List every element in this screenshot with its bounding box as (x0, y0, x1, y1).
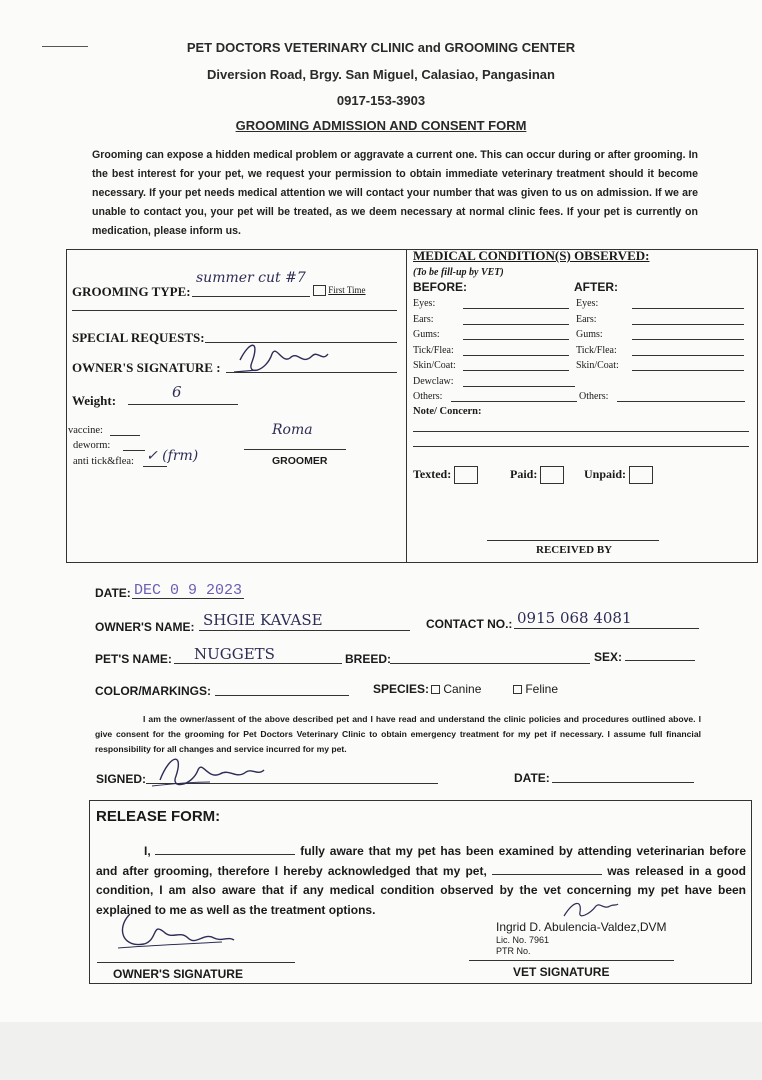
release-pet-blank[interactable] (492, 874, 602, 875)
vet-signature-scribble (560, 896, 620, 922)
texted-option[interactable] (413, 466, 478, 484)
owner-signature-scribble (232, 332, 332, 382)
paid-checkbox[interactable] (540, 466, 564, 484)
date-label: DATE: (95, 586, 131, 600)
paid-option[interactable] (510, 466, 564, 484)
after-row-line[interactable] (632, 324, 744, 325)
signed-label: SIGNED: (96, 772, 147, 786)
unpaid-option[interactable] (584, 466, 653, 484)
intro-paragraph: Grooming can expose a hidden medical problem or aggravate a current one. This can occur during or after grooming. In the best interest for your pet, we request your permission to obtain immediate veterinary treatment should it become necessary. If your pet needs medical attention we will contact your number that was given to us on admission. If we are unable to contact you, your pet will be treated, as we deem necessary at normal clinic fees. If your pet is currently on medication, please inform us. (92, 149, 698, 237)
before-label: BEFORE: (413, 280, 467, 294)
deworm-label: deworm: (73, 440, 111, 451)
texted-checkbox[interactable] (454, 466, 478, 484)
sex-label: SEX: (594, 650, 623, 664)
dewclaw-line[interactable] (463, 386, 575, 387)
vaccine-label: vaccine: (68, 425, 103, 436)
before-row-label: Tick/Flea: (413, 344, 454, 356)
weight-label: Weight: (72, 393, 117, 408)
species-label: SPECIES: (373, 682, 430, 696)
consent-date-label: DATE: (514, 771, 550, 785)
after-row-line[interactable] (632, 370, 744, 371)
after-row-label: Gums: (576, 329, 603, 340)
unpaid-checkbox[interactable] (629, 466, 653, 484)
owner-signature-label: OWNER'S SIGNATURE : (72, 360, 221, 375)
unpaid-label: Unpaid: (584, 466, 627, 481)
received-by-label: RECEIVED BY (536, 544, 613, 556)
note-line-1[interactable] (413, 431, 749, 432)
medical-title: MEDICAL CONDITION(S) OBSERVED: (413, 248, 650, 263)
pet-name-value[interactable]: NUGGETS (194, 645, 275, 663)
color-label: COLOR/MARKINGS: (95, 684, 211, 698)
grooming-type-value[interactable]: summer cut #7 (196, 270, 306, 286)
first-time-option[interactable] (313, 285, 366, 296)
release-text-1: I, (144, 844, 156, 858)
deworm-line[interactable] (123, 450, 145, 451)
grooming-type-extra-line (72, 310, 397, 311)
date-line (132, 598, 244, 599)
box-divider (406, 249, 407, 562)
first-time-checkbox[interactable] (313, 285, 326, 296)
pet-name-label: PET'S NAME: (95, 652, 172, 666)
others-after-line[interactable] (617, 401, 745, 402)
breed-line[interactable] (390, 663, 590, 664)
scan-bottom-edge (0, 1022, 762, 1080)
before-row-label: Eyes: (413, 298, 436, 309)
contact-value[interactable]: 0915 068 4081 (517, 609, 632, 627)
consent-date-line[interactable] (552, 782, 694, 783)
before-row-line[interactable] (463, 370, 569, 371)
after-row-label: Tick/Flea: (576, 344, 617, 356)
after-row-label: Ears: (576, 313, 597, 325)
vet-lic-no: Lic. No. 7961 (496, 935, 550, 945)
groomer-line (244, 449, 346, 450)
before-row-line[interactable] (463, 355, 569, 356)
consent-signature-scribble (150, 746, 270, 792)
release-name-blank[interactable] (155, 854, 295, 855)
color-line[interactable] (215, 695, 349, 696)
release-owner-signature-line[interactable] (97, 962, 295, 963)
note-label: Note/ Concern: (413, 406, 482, 417)
anti-tick-label: anti tick&flea: (73, 456, 134, 467)
feline-checkbox[interactable] (513, 685, 522, 694)
breed-label: BREED: (345, 652, 392, 666)
after-row-line[interactable] (632, 339, 744, 340)
others-after-label: Others: (579, 391, 609, 402)
after-label: AFTER: (574, 280, 618, 294)
release-owner-signature-scribble (112, 908, 242, 958)
release-owner-signature-label: OWNER'S SIGNATURE (113, 967, 243, 981)
before-row-label: Ears: (413, 313, 434, 325)
form-title: GROOMING ADMISSION AND CONSENT FORM (235, 118, 527, 133)
dewclaw-label: Dewclaw: (413, 376, 454, 387)
medical-subtitle: (To be fill-up by VET) (413, 267, 504, 278)
vet-ptr-no: PTR No. (496, 946, 531, 956)
consent-text: I am the owner/assent of the above described pet and I have read and understand the clinic policies and procedures outlined above. I give consent for the grooming for Pet Doctors Veterinary Clinic to obtain emergency treatment for my pet if necessary. I assume full financial responsibility for all changes and service incurred for my pet. (95, 714, 701, 754)
first-time-label: First Time (328, 285, 366, 295)
canine-checkbox[interactable] (431, 685, 440, 694)
owner-name-line (199, 630, 410, 631)
clinic-phone: 0917-153-3903 (336, 93, 426, 108)
vaccine-line[interactable] (110, 435, 140, 436)
after-row-label: Skin/Coat: (576, 360, 619, 371)
before-row-line[interactable] (463, 308, 569, 309)
after-row-line[interactable] (632, 308, 744, 309)
owner-name-value[interactable]: SHGIE KAVASE (203, 611, 323, 629)
before-row-line[interactable] (463, 324, 569, 325)
after-row-line[interactable] (632, 355, 744, 356)
release-text-3: was released in a good condition, I am also aware that if any medical condition observed by the vet concerning my pet have been explained to me as well as the treatment options. (96, 863, 747, 917)
vet-signature-label: VET SIGNATURE (513, 965, 610, 979)
special-requests-label: SPECIAL REQUESTS: (72, 330, 205, 345)
paid-label: Paid: (510, 466, 538, 481)
weight-line (128, 404, 238, 405)
clinic-address: Diversion Road, Brgy. San Miguel, Calasiao, Pangasinan (207, 67, 555, 82)
others-before-line[interactable] (451, 401, 577, 402)
pet-name-line (174, 663, 342, 664)
received-by-line[interactable] (487, 540, 659, 541)
contact-label: CONTACT NO.: (426, 617, 513, 631)
others-before-label: Others: (413, 391, 443, 402)
date-value[interactable]: DEC 0 9 2023 (134, 582, 243, 599)
release-text-2: fully aware that my pet has been examined by attending veterinarian before and after grooming, therefore I hereby acknowledged that my pet, (96, 844, 746, 878)
weight-value[interactable]: 6 (172, 383, 182, 401)
before-row-line[interactable] (463, 339, 569, 340)
texted-label: Texted: (413, 466, 452, 481)
species-canine-option[interactable] (431, 682, 481, 696)
grooming-type-line (192, 296, 310, 297)
species-feline-option[interactable] (513, 682, 558, 696)
groomer-label: GROOMER (272, 455, 328, 467)
clinic-name: PET DOCTORS VETERINARY CLINIC and GROOMING CENTER (186, 40, 576, 55)
sex-line[interactable] (625, 660, 695, 661)
grooming-type-label: GROOMING TYPE: (72, 284, 191, 299)
contact-line (514, 628, 699, 629)
before-row-label: Gums: (413, 329, 440, 340)
anti-tick-line (143, 466, 167, 467)
release-title: RELEASE FORM: (96, 808, 221, 825)
vet-name: Ingrid D. Abulencia-Valdez,DVM (496, 920, 667, 934)
canine-label: Canine (443, 682, 482, 696)
anti-tick-value[interactable]: ✓ (frm) (146, 448, 199, 464)
groomer-name: Roma (272, 422, 313, 438)
after-row-label: Eyes: (576, 298, 599, 309)
owner-name-label: OWNER'S NAME: (95, 620, 195, 634)
note-line-2[interactable] (413, 446, 749, 447)
feline-label: Feline (525, 682, 559, 696)
vet-signature-line[interactable] (469, 960, 674, 961)
before-row-label: Skin/Coat: (413, 360, 456, 371)
